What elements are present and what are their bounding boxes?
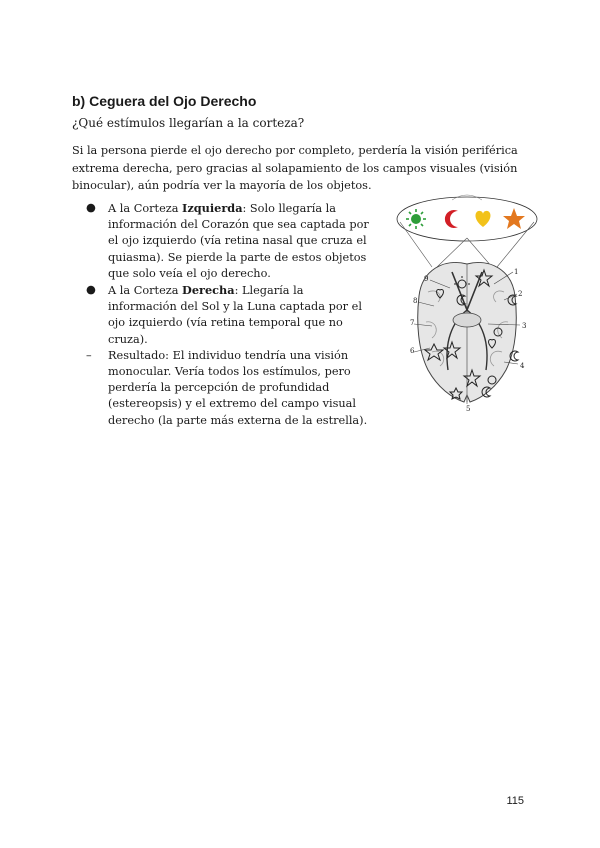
brain-diagram: [392, 192, 542, 414]
section-question: ¿Qué estímulos llegarían a la corteza?: [72, 116, 305, 130]
list-item: [86, 200, 370, 282]
bullet-text: : Solo llegaría la información del Corazón que sea captada por el ojo izquierdo (vía retina nasal que cruza el quiasma). Se pierde la parte de estos objetos que solo veía el ojo derecho.: [108, 202, 369, 280]
bullet-marker: ●: [86, 283, 96, 297]
figure-label-2: 2: [518, 290, 523, 298]
bullet-marker: –: [86, 348, 92, 362]
star-icon: [503, 208, 525, 229]
list-item: [86, 282, 370, 348]
section-heading: b) Ceguera del Ojo Derecho: [72, 93, 257, 109]
page-number: 115: [506, 795, 524, 807]
bullet-marker: ●: [86, 201, 96, 214]
heart-icon: [476, 211, 491, 227]
moon-icon: [445, 210, 458, 228]
figure-label-5: 5: [466, 405, 471, 413]
bullet-bold: Izquierda: [182, 201, 243, 215]
bullet-text: : Llegaría la información del Sol y la Luna captada por el ojo izquierdo (vía retina temporal que no cruza).: [108, 284, 362, 346]
list-item: [86, 348, 370, 429]
visual-pathway-figure: [392, 192, 542, 414]
figure-label-4: 4: [520, 362, 525, 370]
bullet-prefix: A la Corteza: [108, 284, 183, 298]
figure-label-1: 1: [514, 268, 519, 276]
bullet-prefix: Resultado: El individuo tendría una visión monocular. Vería todos los estímulos, pero perdería la percepción de profundidad (estereopsis) y el extremo del campo visual derecho (la parte más externa de la estrella).: [108, 348, 368, 427]
bullet-list: [86, 200, 370, 429]
bullet-bold: Derecha: [182, 283, 235, 298]
projection-line: [497, 222, 534, 267]
intro-paragraph: Si la persona pierde el ojo derecho por completo, perdería la visión periférica extrema derecha, pero gracias al solapamiento de los campos visuales (visión binocular), aún podría ver la mayoría de los objetos.: [72, 144, 518, 192]
figure-label-6: 6: [410, 347, 415, 355]
figure-label-9: 9: [424, 275, 429, 283]
figure-label-8: 8: [413, 297, 418, 305]
figure-label-3: 3: [522, 322, 527, 330]
bullet-prefix: A la Corteza: [108, 202, 183, 215]
figure-label-7: 7: [410, 319, 415, 327]
projection-line: [452, 195, 482, 200]
sun-icon: [406, 209, 426, 229]
